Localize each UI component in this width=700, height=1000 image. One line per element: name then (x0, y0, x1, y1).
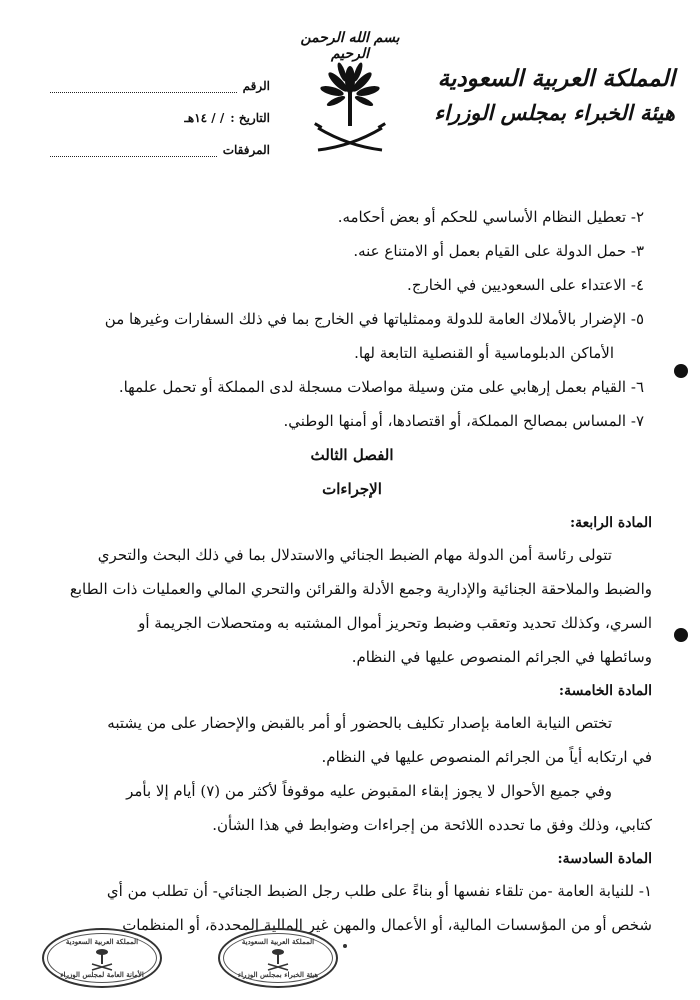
saudi-emblem-icon (89, 946, 115, 972)
org-line-1: المملكة العربية السعودية (437, 65, 675, 92)
list-item-continuation: الأماكن الدبلوماسية أو القنصلية التابعة لها. (354, 344, 614, 362)
attachments-label: المرفقات (222, 143, 270, 157)
date-row (50, 102, 270, 134)
reference-dotted-line (50, 80, 237, 93)
reference-number-row (50, 70, 270, 102)
article-4-line: تتولى رئاسة أمن الدولة مهام الضبط الجنائي والاستدلال بما في ذلك البحث والتحري (97, 546, 612, 564)
article-4-line: السري، وكذلك تحديد وتعقب وضبط وتحريز أموال المشتبه به ومتحصلات الجريمة أو (138, 614, 652, 632)
ink-dot (343, 944, 347, 948)
list-item: ٧- المساس بمصالح المملكة، أو اقتصادها، أو أمنها الوطني. (283, 412, 644, 430)
article-4-heading: المادة الرابعة: (569, 515, 652, 531)
list-item: ٦- القيام بعمل إرهابي على متن وسيلة مواصلات مسجلة لدى المملكة أو تحمل علمها. (118, 378, 644, 396)
stamp-text-bottom: الأمانة العامة لمجلس الوزراء (60, 970, 144, 979)
punch-hole (674, 628, 688, 642)
list-item (52, 302, 652, 370)
document-body (52, 200, 652, 942)
org-line-2: هيئة الخبراء بمجلس الوزراء (434, 100, 675, 125)
article-6-line: ١- للنيابة العامة -من تلقاء نفسها أو بناءً على طلب رجل الضبط الجنائي- أن تطلب من أي (106, 882, 652, 900)
list-item: ٣- حمل الدولة على القيام بعمل أو الامتناع عنه. (353, 242, 644, 260)
article-5-line: وفي جميع الأحوال لا يجوز إبقاء المقبوض عليه موقوفاً لأكثر من (٧) أيام إلا بأمر (126, 782, 612, 800)
article-5-line: كتابي، وذلك وفق ما تحدده اللائحة من إجراءات وضوابط في هذا الشأن. (212, 816, 652, 834)
stamp-text-top: المملكة العربية السعودية (241, 937, 315, 946)
date-value: / / ١٤هـ (184, 111, 225, 125)
list-item-text: ٥- الإضرار بالأملاك العامة للدولة وممثلياتها في الخارج بما في ذلك السفارات وغيرها من (104, 310, 644, 328)
article-6-heading: المادة السادسة: (557, 851, 652, 867)
article-5-line: تختص النيابة العامة بإصدار تكليف بالحضور أو أمر بالقبض والإحضار على من يشتبه (107, 714, 612, 732)
article-4-line: وسائطها في الجرائم المنصوص عليها في النظام. (351, 648, 652, 666)
attachments-dotted-line (50, 144, 217, 157)
article-4-line: والضبط والملاحقة الجنائية والإدارية وجمع الأدلة والقرائن والتحري المالي والعمليات ذات الطابع (69, 580, 652, 598)
punch-hole (674, 364, 688, 378)
saudi-emblem-icon (308, 58, 392, 158)
attachments-row (50, 134, 270, 166)
article-5-line: في ارتكابه أياً من الجرائم المنصوص عليها في النظام. (321, 748, 652, 766)
list-item: ٤- الاعتداء على السعوديين في الخارج. (407, 276, 644, 294)
list-item: ٢- تعطيل النظام الأساسي للحكم أو بعض أحكامه. (337, 208, 644, 226)
official-stamp (42, 928, 162, 988)
saudi-emblem-icon (265, 946, 291, 972)
official-stamp (218, 928, 338, 988)
article-6-line: شخص أو من المؤسسات المالية، أو الأعمال والمهن غير المالية المحددة، أو المنظمات (122, 916, 652, 934)
chapter-title: الفصل الثالث (310, 446, 394, 464)
stamp-text-bottom: هيئة الخبراء بمجلس الوزراء (237, 970, 319, 979)
organization-name (425, 62, 675, 130)
chapter-subtitle: الإجراءات (322, 480, 382, 498)
stamp-text-top: المملكة العربية السعودية (65, 937, 139, 946)
basmala: بسم الله الرحمن الرحيم (300, 30, 400, 62)
date-label: التاريخ : (230, 111, 270, 125)
reference-label: الرقم (242, 79, 270, 93)
article-5-heading: المادة الخامسة: (558, 683, 652, 699)
reference-block (50, 70, 270, 166)
